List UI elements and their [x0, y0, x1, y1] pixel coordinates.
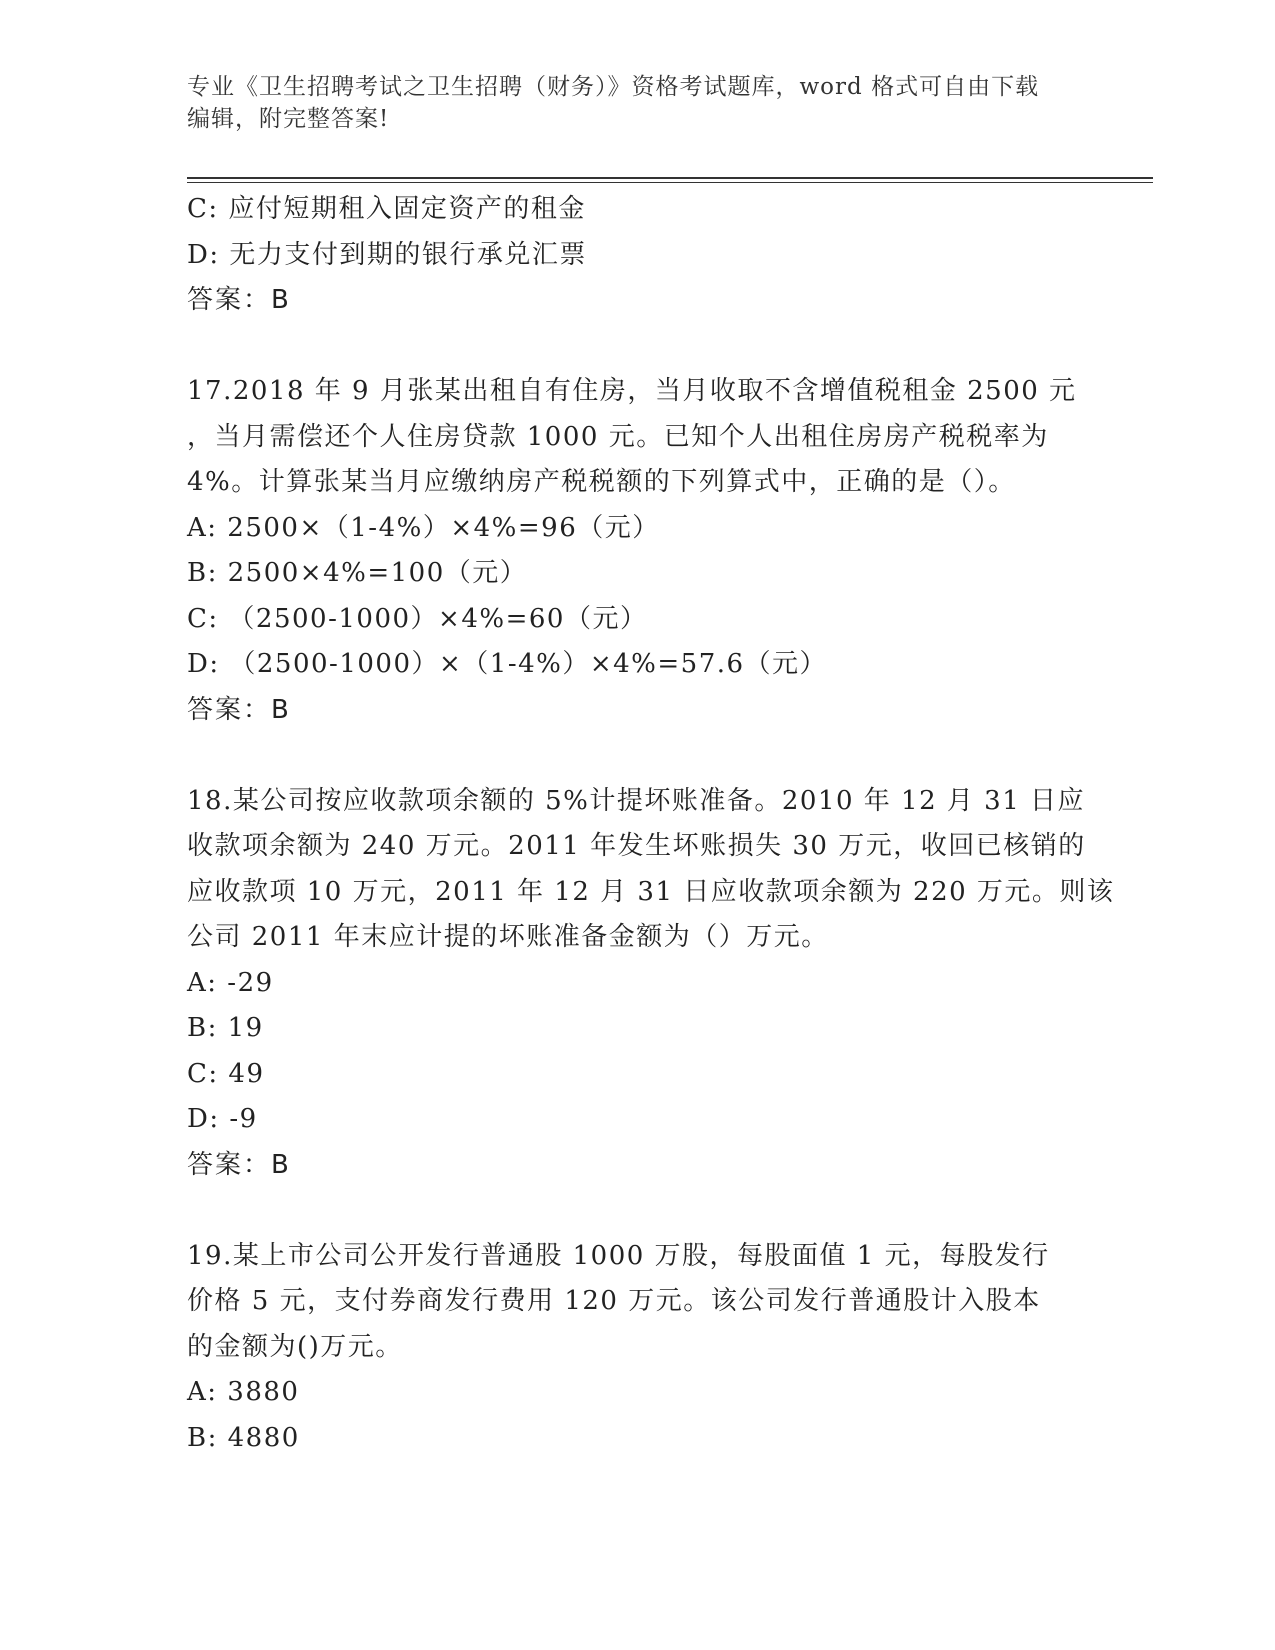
question-stem-line: 价格 5 元，支付券商发行费用 120 万元。该公司发行普通股计入股本 [187, 1286, 1041, 1316]
header-line-1: 专业《卫生招聘考试之卫生招聘（财务）》资格考试题库，word 格式可自由下载 [187, 74, 1040, 100]
question-stem-line: 17.2018 年 9 月张某出租自有住房，当月收取不含增值税租金 2500 元 [187, 376, 1077, 406]
option-c: C: 49 [187, 1058, 265, 1089]
header-rule-thick [187, 177, 1153, 179]
document-header [187, 71, 1067, 135]
option-a: A: 2500×（1-4%）×4%=96（元） [187, 512, 660, 543]
question-17 [187, 369, 1087, 733]
question-stem-line: 公司 2011 年末应计提的坏账准备金额为（）万元。 [187, 922, 829, 952]
option-b: B: 2500×4%=100（元） [187, 558, 528, 588]
option-d: D: （2500-1000）×（1-4%）×4%=57.6（元） [187, 649, 828, 679]
option-a: A: -29 [187, 967, 274, 998]
question-stem-line: 应收款项 10 万元，2011 年 12 月 31 日应收款项余额为 220 万元。则该 [187, 876, 1115, 907]
question-stem-line: ，当月需偿还个人住房贷款 1000 元。已知个人出租住房房产税税率为 [187, 421, 1049, 452]
option-c: C: （2500-1000）×4%=60（元） [187, 603, 648, 634]
header-rule-thin [187, 182, 1153, 183]
header-line-2: 编辑，附完整答案! [187, 106, 390, 132]
question-18 [187, 779, 1115, 1189]
question-16-tail [187, 187, 1087, 324]
question-stem-line: 收款项余额为 240 万元。2011 年发生坏账损失 30 万元，收回已核销的 [187, 831, 1086, 861]
document-body [187, 187, 1115, 1461]
spacer [187, 733, 1087, 779]
question-stem-line: 4%。计算张某当月应缴纳房产税税额的下列算式中，正确的是（）。 [187, 467, 1016, 497]
answer-line: 答案：B [187, 285, 291, 315]
option-a: A: 3880 [187, 1377, 300, 1407]
spacer [187, 1188, 1087, 1234]
question-19 [187, 1234, 1087, 1462]
spacer [187, 324, 1087, 370]
option-c: C: 应付短期租入固定资产的租金 [187, 194, 586, 224]
question-stem-line: 的金额为()万元。 [187, 1331, 403, 1362]
option-d: D: 无力支付到期的银行承兑汇票 [187, 239, 587, 270]
question-stem-line: 19.某上市公司公开发行普通股 1000 万股，每股面值 1 元，每股发行 [187, 1240, 1050, 1271]
option-d: D: -9 [187, 1104, 258, 1134]
option-b: B: 4880 [187, 1422, 300, 1453]
answer-line: 答案：B [187, 1149, 291, 1180]
option-b: B: 19 [187, 1013, 264, 1043]
question-stem-line: 18.某公司按应收款项余额的 5%计提坏账准备。2010 年 12 月 31 日应 [187, 785, 1086, 816]
answer-line: 答案：B [187, 694, 291, 725]
